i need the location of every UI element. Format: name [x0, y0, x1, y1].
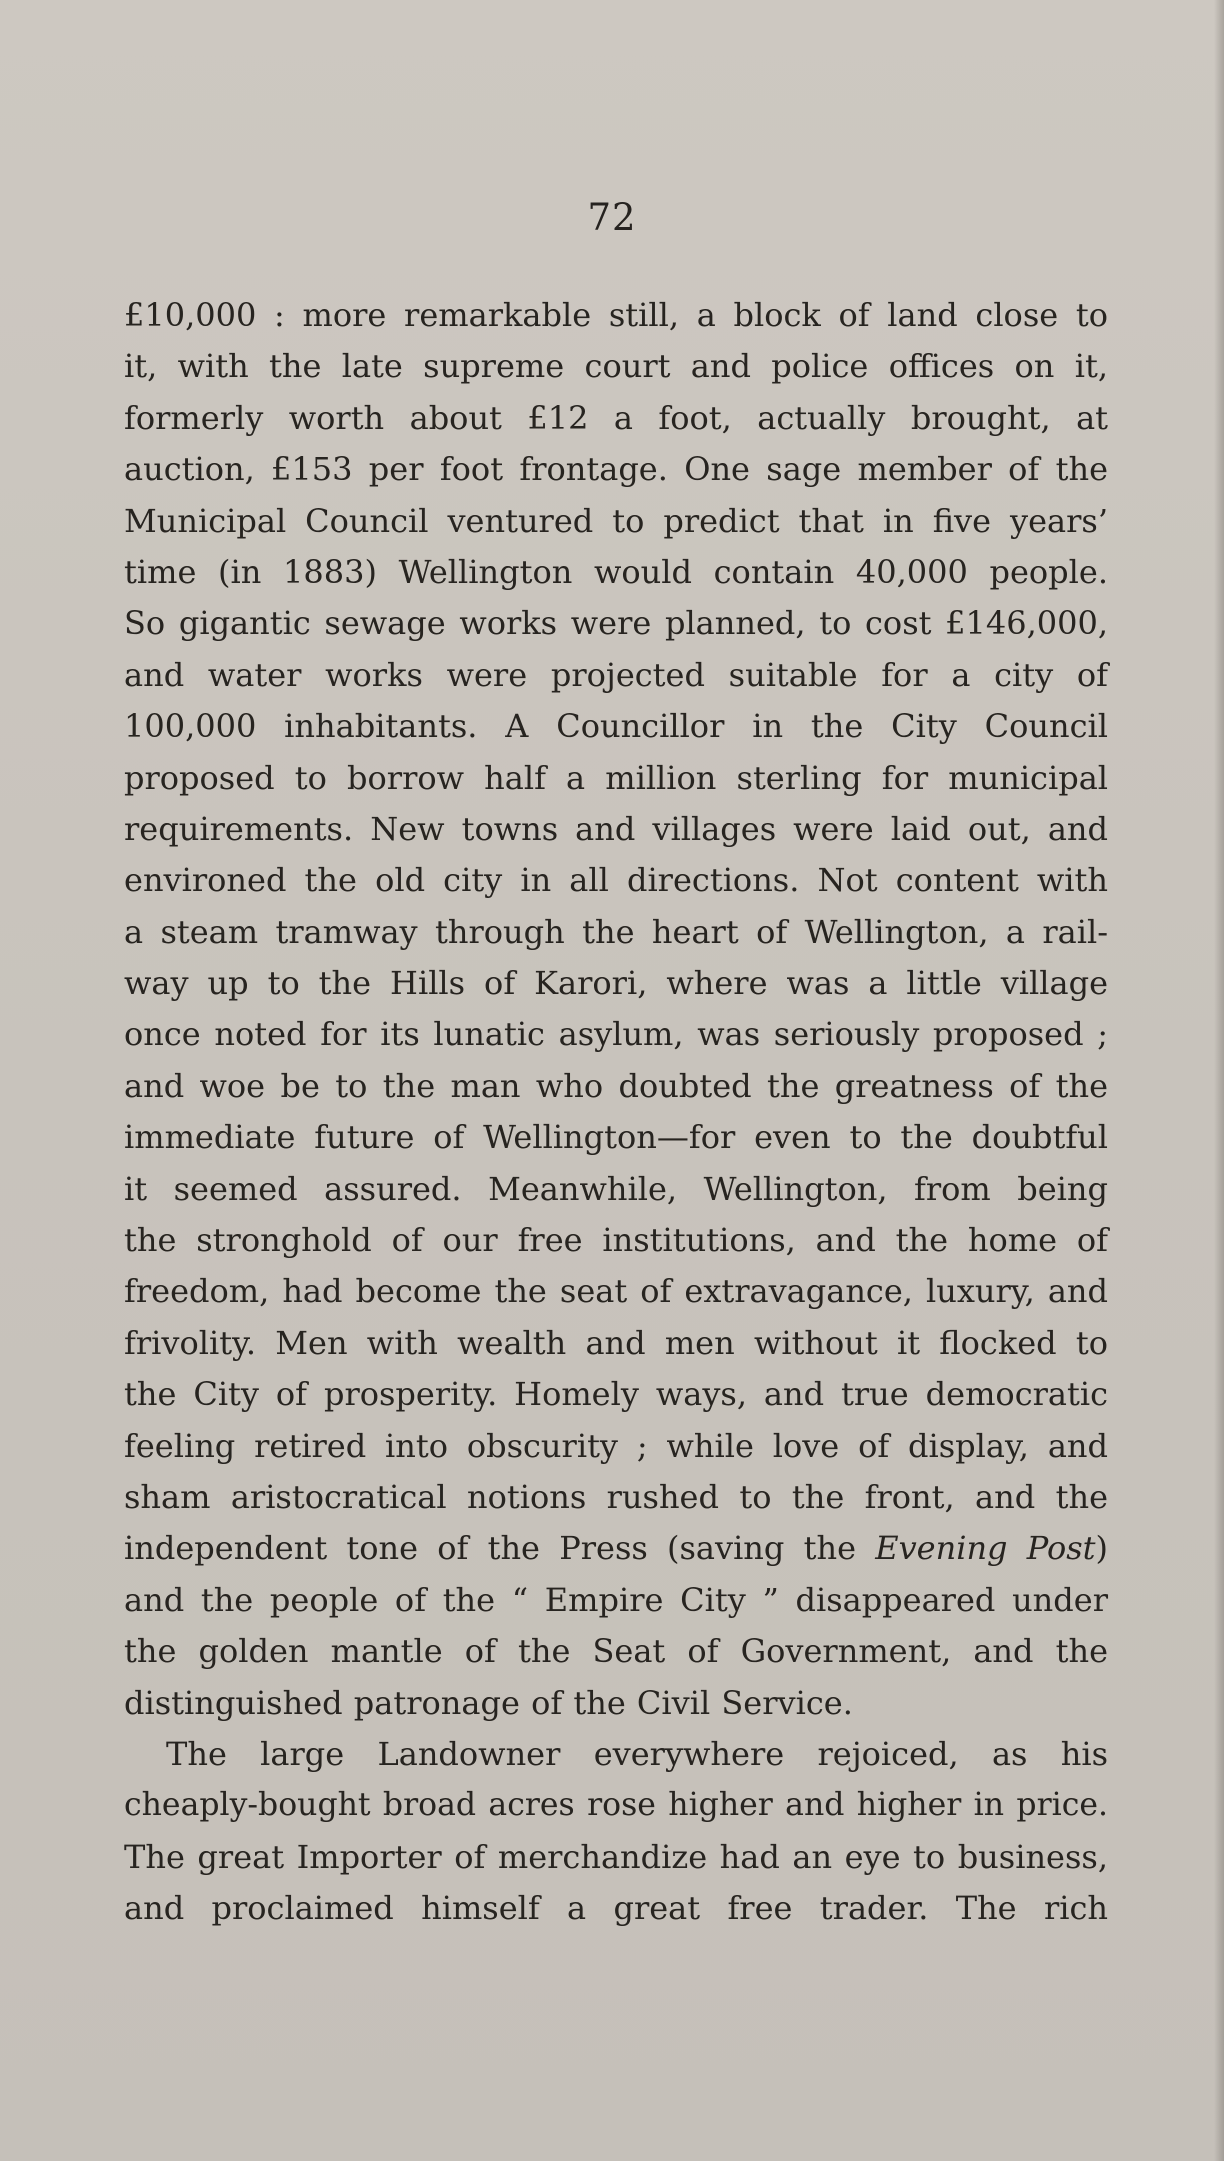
text-line: and woe be to the man who doubted the greatness of the [124, 1066, 1108, 1105]
text-line: immediate future of Wellington—for even to the doubtful [124, 1118, 1108, 1157]
evening-post-title: Evening Post [875, 1529, 1096, 1568]
text-line: formerly worth about £12 a foot, actually brought, at [124, 398, 1108, 437]
text-line: the stronghold of our free institutions, and the home of [124, 1221, 1108, 1260]
text-line: frivolity. Men with wealth and men without it flocked to [124, 1323, 1108, 1362]
text-line: feeling retired into obscurity ; while love of display, and [124, 1426, 1108, 1465]
text-line: £10,000 : more remarkable still, a block of land close to [124, 296, 1108, 334]
page-number: 72 [587, 196, 637, 239]
text-line: Municipal Council ventured to predict that in five years’ [124, 501, 1108, 540]
page-edge-shadow [1214, 0, 1224, 2161]
text-line: once noted for its lunatic asylum, was seriously proposed ; [124, 1015, 1108, 1054]
text-line: requirements. New towns and villages were laid out, and [124, 809, 1108, 848]
body-text [124, 290, 1108, 1935]
text-line: proposed to borrow half a million sterling for municipal [124, 758, 1108, 797]
paragraph-end-line: distinguished patronage of the Civil Service. [124, 1683, 853, 1722]
text-line: it, with the late supreme court and police offices on it, [124, 347, 1108, 386]
paragraph2-line: cheaply-bought broad acres rose higher and higher in price. [124, 1787, 1108, 1824]
text-line: the City of prosperity. Homely ways, and true democratic [124, 1375, 1108, 1414]
paragraph2-line: The great Importer of merchandize had an eye to business, [124, 1837, 1108, 1876]
press-line-before: independent tone of the Press (saving the [124, 1529, 876, 1568]
text-line: So gigantic sewage works were planned, to cost £146,000, [124, 604, 1108, 643]
text-line: freedom, had become the seat of extravagance, luxury, and [124, 1272, 1108, 1311]
text-line: and water works were projected suitable for a city of [124, 655, 1108, 694]
text-line: a steam tramway through the heart of Wellington, a rail- [124, 912, 1108, 951]
press-line-after: ) [1095, 1529, 1109, 1568]
text-line: sham aristocratical notions rushed to the front, and the [124, 1477, 1108, 1516]
paragraph2-line: The large Landowner everywhere rejoiced, as his [166, 1734, 1108, 1773]
text-line: way up to the Hills of Karori, where was a little village [124, 964, 1108, 1003]
text-line: and the people of the “ Empire City ” disappeared under [124, 1580, 1108, 1619]
paragraph2-line: and proclaimed himself a great free trader. The rich [124, 1889, 1108, 1928]
press-line [124, 1523, 1108, 1574]
text-line: environed the old city in all directions. Not content with [124, 861, 1108, 900]
text-line: auction, £153 per foot frontage. One sage member of the [124, 450, 1108, 489]
text-line: the golden mantle of the Seat of Government, and the [124, 1632, 1108, 1671]
text-line: it seemed assured. Meanwhile, Wellington, from being [124, 1169, 1108, 1208]
text-line: time (in 1883) Wellington would contain 40,000 people. [124, 552, 1108, 591]
text-line: 100,000 inhabitants. A Councillor in the City Council [124, 707, 1108, 746]
